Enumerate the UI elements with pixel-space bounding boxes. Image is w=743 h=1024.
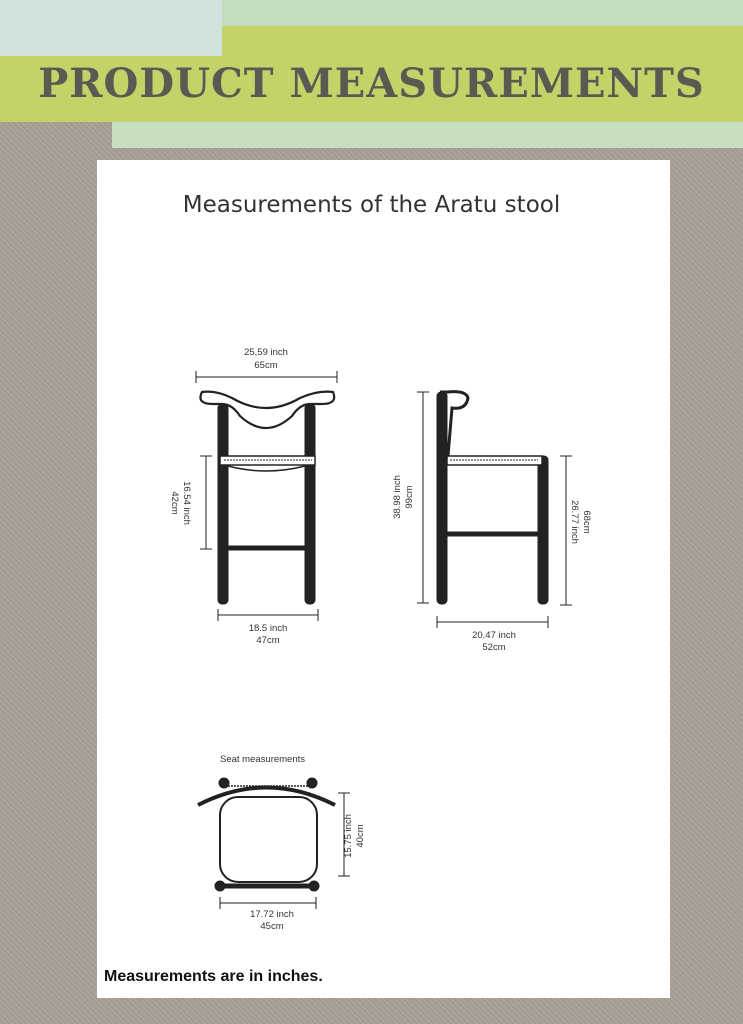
side-depth-inch: 20.47 inch [472, 630, 516, 641]
side-view-drawing [417, 392, 572, 628]
side-seat-height-inch: 26.77 inch [569, 500, 580, 544]
front-base-inch: 18.5 inch [248, 623, 288, 634]
side-total-height-inch: 38.98 inch [392, 475, 403, 519]
front-seat-height-inch: 16.54 inch [181, 481, 192, 525]
side-seat-height-cm: 68cm [581, 510, 592, 534]
seat-measurements-label: Seat measurements [220, 754, 306, 765]
front-base-cm: 47cm [256, 635, 280, 646]
page-title: PRODUCT MEASUREMENTS [38, 60, 705, 107]
front-view-drawing [196, 371, 337, 621]
units-footnote: Measurements are in inches. [104, 968, 323, 985]
front-width-inch: 25,59 inch [244, 347, 288, 358]
seat-width-inch: 17.72 inch [250, 909, 294, 920]
seat-top-view-drawing [198, 778, 350, 909]
seat-width-cm: 45cm [260, 921, 284, 932]
seat-depth-inch: 15.75 inch [343, 814, 354, 858]
side-total-height-cm: 99cm [404, 485, 415, 509]
front-width-cm: 65cm [254, 360, 278, 371]
side-depth-cm: 52cm [482, 642, 506, 653]
sheet-title: Measurements of the Aratu stool [182, 192, 561, 218]
front-seat-height-cm: 42cm [169, 491, 180, 515]
seat-depth-cm: 40cm [355, 824, 366, 848]
